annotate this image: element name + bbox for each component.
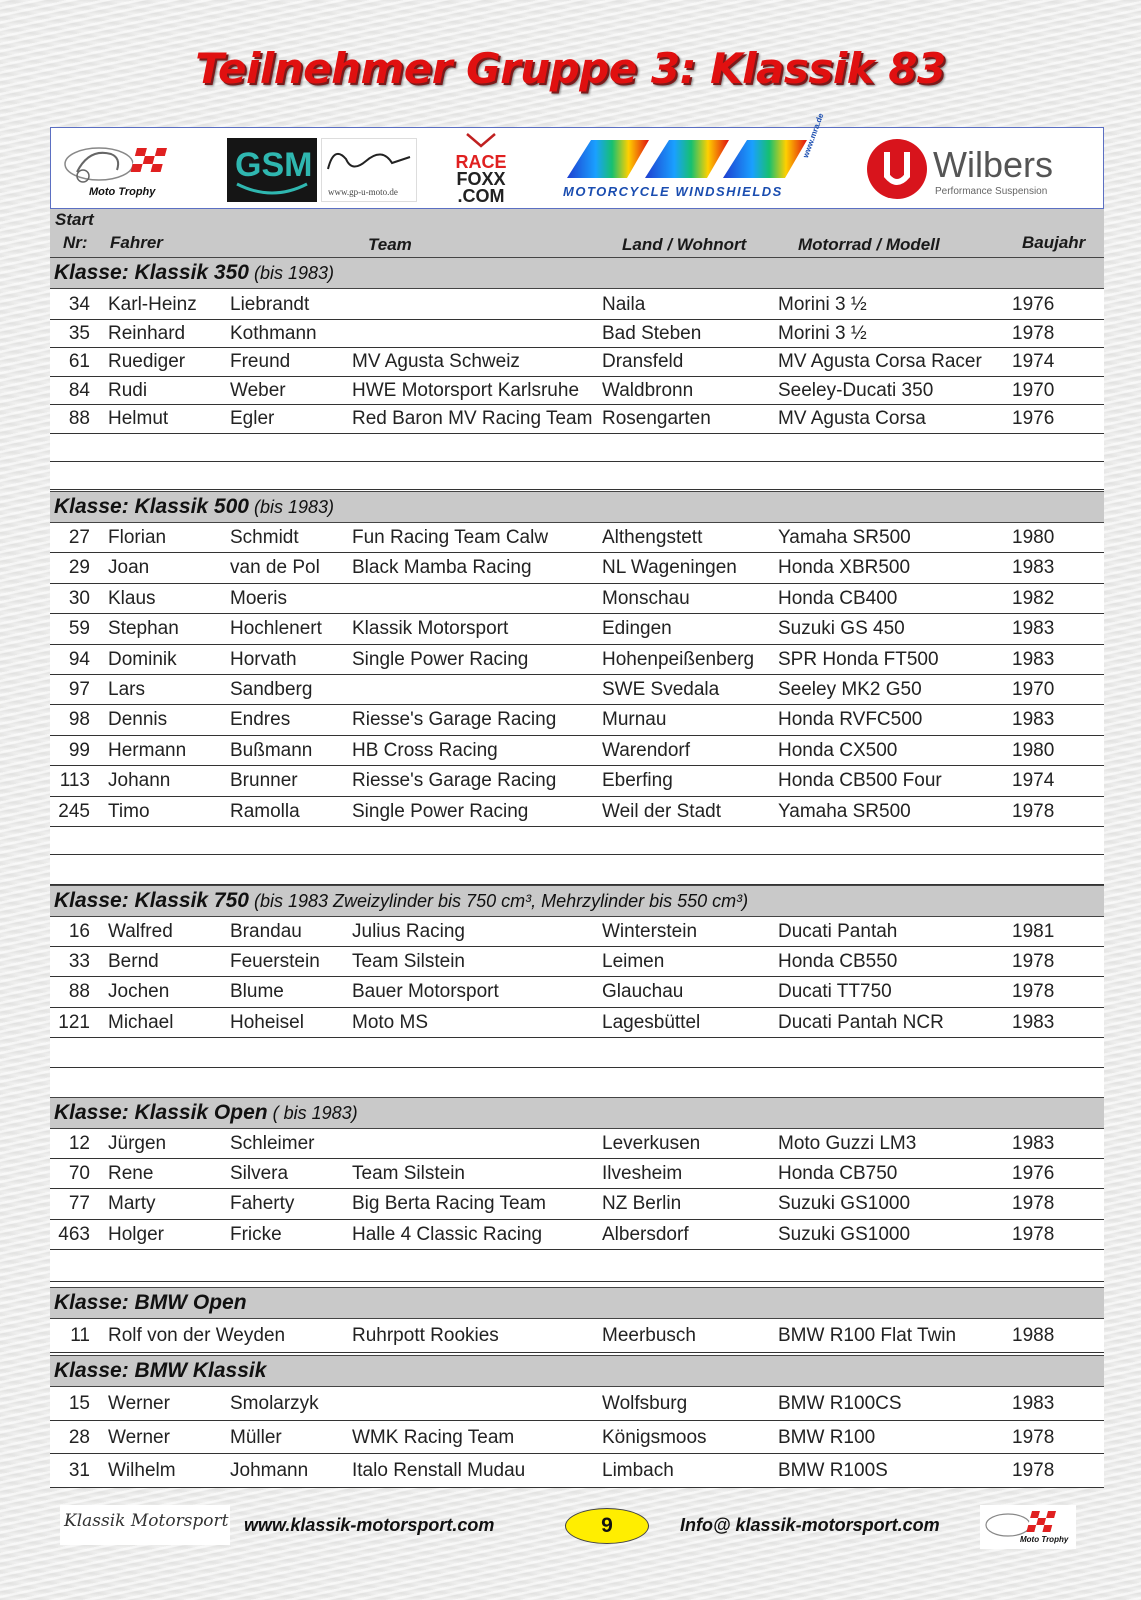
start-nr: 16 (68, 921, 90, 942)
land-wohnort: Warendorf (602, 739, 690, 761)
fahrer-vorname: Jochen (108, 981, 170, 1003)
start-nr: 28 (68, 1426, 90, 1448)
fahrer-vorname: Helmut (108, 408, 169, 429)
baujahr: 1978 (1012, 1460, 1055, 1481)
baujahr: 1980 (1012, 527, 1055, 548)
motorrad-modell: Suzuki GS 450 (778, 618, 905, 640)
motorrad-modell: Honda CB400 (778, 587, 898, 609)
team: WMK Racing Team (352, 1426, 515, 1448)
land-wohnort: Winterstein (602, 921, 698, 942)
baujahr: 1983 (1012, 557, 1055, 579)
team: Big Berta Racing Team (352, 1193, 546, 1215)
class-label: Klasse: BMW Klassik (54, 1359, 267, 1382)
fahrer-vorname: Holger (108, 1223, 164, 1245)
motorrad-modell: Suzuki GS1000 (778, 1193, 911, 1215)
participant-row (50, 1159, 1104, 1189)
fahrer-nachname: Schleimer (230, 1133, 315, 1154)
fahrer-vorname: Rolf von der Weyden (108, 1325, 286, 1346)
motorrad-modell: SPR Honda FT500 (778, 648, 939, 670)
fahrer-vorname: Joan (108, 557, 150, 579)
land-wohnort: Limbach (602, 1460, 674, 1481)
start-nr: 35 (68, 322, 90, 344)
participant-row (50, 320, 1104, 349)
baujahr: 1978 (1012, 981, 1055, 1003)
participant-row (50, 766, 1104, 796)
fahrer-nachname: Fricke (230, 1223, 282, 1245)
fahrer-nachname: Hoheisel (230, 1011, 304, 1033)
land-wohnort: NZ Berlin (602, 1193, 682, 1215)
baujahr: 1981 (1012, 921, 1055, 942)
fahrer-nachname: Feuerstein (230, 951, 320, 973)
land-wohnort: Naila (602, 294, 646, 315)
klasse-750-header (50, 885, 1104, 917)
start-nr: 29 (68, 557, 90, 579)
baujahr: 1978 (1012, 1223, 1055, 1245)
start-nr: 11 (70, 1325, 90, 1346)
participant-row (50, 1129, 1104, 1159)
baujahr: 1978 (1012, 1426, 1055, 1448)
class-label: Klasse: Klassik 350 (54, 261, 249, 284)
land-wohnort: Eberfing (602, 770, 673, 792)
land-wohnort: Bad Steben (602, 322, 702, 344)
start-nr: 33 (68, 951, 90, 973)
fahrer-nachname: Endres (230, 709, 291, 731)
fahrer-vorname: Werner (108, 1393, 170, 1414)
participant-row (50, 291, 1104, 320)
start-nr: 30 (68, 587, 90, 609)
participant-row (50, 645, 1104, 675)
team: Team Silstein (352, 1163, 465, 1185)
motorrad-modell: Ducati Pantah NCR (778, 1011, 944, 1033)
start-nr: 121 (58, 1011, 90, 1033)
fahrer-vorname: Marty (108, 1193, 156, 1215)
start-nr: 70 (68, 1163, 90, 1185)
participant-row (50, 1189, 1104, 1219)
fahrer-vorname: Timo (108, 800, 150, 822)
empty-row (50, 827, 1104, 855)
start-nr: 27 (68, 527, 90, 548)
fahrer-vorname: Hermann (108, 739, 187, 761)
empty-row (50, 1038, 1104, 1068)
team: Italo Renstall Mudau (352, 1460, 526, 1481)
participant-row (50, 705, 1104, 735)
motorrad-modell: Honda CB550 (778, 951, 898, 973)
team: Halle 4 Classic Racing (352, 1223, 543, 1245)
fahrer-vorname: Ruediger (108, 351, 186, 372)
baujahr: 1978 (1012, 322, 1055, 344)
fahrer-vorname: Klaus (108, 587, 156, 609)
team: HB Cross Racing (352, 739, 498, 761)
empty-row (50, 434, 1104, 462)
baujahr: 1974 (1012, 351, 1055, 372)
motorrad-modell: Seeley-Ducati 350 (778, 379, 934, 401)
participant-row (50, 977, 1104, 1007)
empty-row (50, 462, 1104, 490)
land-wohnort: Weil der Stadt (602, 800, 721, 822)
start-nr: 59 (68, 618, 90, 640)
baujahr: 1983 (1012, 1393, 1055, 1414)
motorrad-modell: Honda XBR500 (778, 557, 911, 579)
motorrad-modell: Yamaha SR500 (778, 800, 911, 822)
land-wohnort: Monschau (602, 587, 690, 609)
motorrad-modell: Suzuki GS1000 (778, 1223, 911, 1245)
class-note: (bis 1983) (248, 497, 335, 517)
mra-logo: MOTORCYCLE WINDSHIELDS www.mra.de (557, 134, 835, 202)
land-wohnort: Dransfeld (602, 351, 684, 372)
start-nr: 84 (68, 379, 90, 401)
fahrer-nachname: Bußmann (230, 739, 313, 761)
motorrad-modell: Morini 3 ½ (778, 322, 867, 344)
participant-row (50, 1421, 1104, 1455)
fahrer-nachname: Müller (230, 1426, 282, 1448)
fahrer-nachname: Hochlenert (230, 618, 322, 640)
fahrer-nachname: Sandberg (230, 679, 313, 700)
motorrad-modell: Morini 3 ½ (778, 294, 867, 315)
start-nr: 88 (68, 981, 90, 1003)
fahrer-nachname: Kothmann (230, 322, 317, 344)
klasse-bmw-open-header (50, 1287, 1104, 1319)
participant-row (50, 553, 1104, 583)
team: Red Baron MV Racing Team (352, 408, 593, 429)
baujahr: 1976 (1012, 294, 1055, 315)
class-label: Klasse: Klassik 500 (54, 495, 249, 518)
team: Single Power Racing (352, 800, 529, 822)
baujahr: 1970 (1012, 679, 1055, 700)
motorrad-modell: Ducati Pantah (778, 921, 898, 942)
fahrer-vorname: Rudi (108, 379, 148, 401)
motorrad-modell: MV Agusta Corsa (778, 408, 926, 429)
footer-website[interactable]: www.klassik-motorsport.com (244, 1515, 495, 1535)
team: Team Silstein (352, 951, 465, 973)
wilbers-logo: Wilbers Performance Suspension (865, 134, 1065, 204)
team: Moto MS (352, 1011, 429, 1033)
start-nr: 31 (68, 1460, 90, 1481)
start-nr: 113 (59, 770, 90, 792)
start-nr: 61 (68, 351, 90, 372)
empty-row (50, 1068, 1104, 1098)
motorrad-modell: MV Agusta Corsa Racer (778, 351, 982, 372)
start-nr: 15 (68, 1393, 90, 1414)
fahrer-nachname: Blume (230, 981, 284, 1003)
racefoxx-logo: RACE FOXX .COM (443, 132, 519, 206)
baujahr: 1978 (1012, 800, 1055, 822)
team: Bauer Motorsport (352, 981, 499, 1003)
fahrer-vorname: Wilhelm (108, 1460, 176, 1481)
motorrad-modell: BMW R100 Flat Twin (778, 1325, 957, 1346)
page-number: 9 (565, 1508, 649, 1544)
class-label: Klasse: Klassik 750 (54, 889, 249, 912)
klasse-500-header (50, 491, 1104, 523)
team: Black Mamba Racing (352, 557, 532, 579)
fahrer-vorname: Bernd (108, 951, 159, 973)
land-wohnort: Meerbusch (602, 1325, 696, 1346)
footer-email[interactable]: Info@ klassik-motorsport.com (680, 1515, 940, 1535)
fahrer-vorname: Florian (108, 527, 167, 548)
motorrad-modell: Honda CX500 (778, 739, 898, 761)
baujahr: 1978 (1012, 951, 1055, 973)
motorrad-modell: Honda CB750 (778, 1163, 898, 1185)
baujahr: 1983 (1012, 648, 1055, 670)
page-title: Teilnehmer Gruppe 3: Klassik 83 (195, 44, 946, 93)
participant-row (50, 405, 1104, 434)
baujahr: 1988 (1012, 1325, 1055, 1346)
fahrer-nachname: Egler (230, 408, 275, 429)
baujahr: 1983 (1012, 1011, 1055, 1033)
fahrer-vorname: Johann (108, 770, 171, 792)
fahrer-nachname: Smolarzyk (230, 1393, 319, 1414)
land-wohnort: Rosengarten (602, 408, 711, 429)
team: Single Power Racing (352, 648, 529, 670)
class-note: (bis 1983 Zweizylinder bis 750 cm³, Mehrzylinder bis 550 cm³) (248, 891, 749, 911)
fahrer-vorname: Karl-Heinz (108, 294, 197, 315)
gsm-logo: GSM (227, 138, 317, 202)
team: Ruhrpott Rookies (352, 1325, 499, 1346)
participant-row (50, 1454, 1104, 1488)
motorrad-modell: Ducati TT750 (778, 981, 892, 1003)
motorrad-modell: Honda RVFC500 (778, 709, 923, 731)
land-wohnort: Murnau (602, 709, 667, 731)
fahrer-vorname: Michael (108, 1011, 174, 1033)
motorrad-modell: Moto Guzzi LM3 (778, 1133, 917, 1154)
start-nr: 88 (68, 408, 90, 429)
team: Fun Racing Team Calw (352, 527, 549, 548)
participant-row (50, 1220, 1104, 1250)
gp-moto-logo: www.gp-u-moto.de (321, 138, 417, 202)
participant-row (50, 584, 1104, 614)
start-nr: 245 (58, 800, 90, 822)
class-note: ( bis 1983) (267, 1103, 358, 1123)
fahrer-nachname: Freund (230, 351, 291, 372)
land-wohnort: Hohenpeißenberg (602, 648, 755, 670)
participant-row (50, 1319, 1104, 1353)
baujahr: 1983 (1012, 618, 1055, 640)
land-wohnort: Edingen (602, 618, 672, 640)
fahrer-vorname: Dennis (108, 709, 168, 731)
motorrad-modell: BMW R100S (778, 1460, 888, 1481)
participant-row (50, 675, 1104, 705)
fahrer-nachname: Weber (230, 379, 286, 401)
participant-sheet (50, 111, 1104, 1487)
start-nr: 94 (68, 648, 90, 670)
class-label: Klasse: Klassik Open (54, 1101, 268, 1124)
land-wohnort: Waldbronn (602, 379, 694, 401)
start-nr: 99 (68, 739, 90, 761)
column-header: Start Nr: Fahrer Team Land / Wohnort Motorrad / Modell Baujahr (50, 209, 1104, 257)
fahrer-vorname: Werner (108, 1426, 170, 1448)
team: Klassik Motorsport (352, 618, 509, 640)
baujahr: 1982 (1012, 587, 1055, 609)
participant-row (50, 348, 1104, 377)
fahrer-vorname: Lars (108, 679, 145, 700)
team: HWE Motorsport Karlsruhe (352, 379, 580, 401)
fahrer-vorname: Reinhard (108, 322, 186, 344)
fahrer-vorname: Stephan (108, 618, 179, 640)
start-nr: 97 (68, 679, 90, 700)
baujahr: 1970 (1012, 379, 1055, 401)
fahrer-nachname: Moeris (230, 587, 288, 609)
team: MV Agusta Schweiz (352, 351, 520, 372)
class-note: (bis 1983) (248, 263, 335, 283)
participant-row (50, 736, 1104, 766)
motorrad-modell: BMW R100CS (778, 1393, 902, 1414)
participant-row (50, 947, 1104, 977)
footer-moto-trophy-logo: Moto Trophy (980, 1505, 1076, 1549)
land-wohnort: SWE Svedala (602, 679, 720, 700)
land-wohnort: Ilvesheim (602, 1163, 683, 1185)
start-nr: 12 (68, 1133, 90, 1154)
baujahr: 1983 (1012, 1133, 1055, 1154)
empty-row (50, 1250, 1104, 1282)
participant-row (50, 1387, 1104, 1421)
start-nr: 77 (68, 1193, 90, 1215)
baujahr: 1974 (1012, 770, 1055, 792)
baujahr: 1978 (1012, 1193, 1055, 1215)
klasse-bmw-klassik-header (50, 1355, 1104, 1387)
land-wohnort: Leverkusen (602, 1133, 701, 1154)
participant-row (50, 614, 1104, 644)
start-nr: 34 (68, 294, 90, 315)
klasse-open-header (50, 1097, 1104, 1129)
fahrer-nachname: Brunner (230, 770, 298, 792)
fahrer-nachname: Brandau (230, 921, 302, 942)
participant-row (50, 797, 1104, 827)
class-label: Klasse: BMW Open (54, 1291, 247, 1314)
fahrer-nachname: Silvera (230, 1163, 289, 1185)
motorrad-modell: Honda CB500 Four (778, 770, 942, 792)
participant-row (50, 1008, 1104, 1038)
baujahr: 1980 (1012, 739, 1055, 761)
klassik-motorsport-logo: Klassik Motorsport (60, 1505, 230, 1545)
fahrer-nachname: van de Pol (230, 557, 320, 579)
land-wohnort: NL Wageningen (602, 557, 737, 579)
team: Riesse's Garage Racing (352, 770, 557, 792)
fahrer-vorname: Walfred (108, 921, 173, 942)
fahrer-vorname: Dominik (108, 648, 177, 670)
moto-trophy-logo: Moto Trophy (59, 136, 199, 200)
team: Riesse's Garage Racing (352, 709, 557, 731)
land-wohnort: Wolfsburg (602, 1393, 688, 1414)
land-wohnort: Königsmoos (602, 1426, 707, 1448)
fahrer-nachname: Johmann (230, 1460, 309, 1481)
participant-row (50, 523, 1104, 553)
fahrer-nachname: Faherty (230, 1193, 295, 1215)
sponsor-bar (50, 111, 1104, 209)
start-nr: 98 (68, 709, 90, 731)
motorrad-modell: Yamaha SR500 (778, 527, 911, 548)
team: Julius Racing (352, 921, 465, 942)
motorrad-modell: Seeley MK2 G50 (778, 679, 922, 700)
participant-row (50, 917, 1104, 947)
fahrer-nachname: Ramolla (230, 800, 300, 822)
land-wohnort: Glauchau (602, 981, 684, 1003)
baujahr: 1976 (1012, 408, 1055, 429)
klasse-350-header (50, 257, 1104, 289)
land-wohnort: Althengstett (602, 527, 703, 548)
fahrer-vorname: Jürgen (108, 1133, 167, 1154)
fahrer-nachname: Horvath (230, 648, 297, 670)
land-wohnort: Leimen (602, 951, 665, 973)
land-wohnort: Lagesbüttel (602, 1011, 701, 1033)
baujahr: 1976 (1012, 1163, 1055, 1185)
motorrad-modell: BMW R100 (778, 1426, 876, 1448)
fahrer-vorname: Rene (108, 1163, 154, 1185)
start-nr: 463 (58, 1223, 90, 1245)
fahrer-nachname: Liebrandt (230, 294, 310, 315)
participant-row (50, 377, 1104, 406)
baujahr: 1983 (1012, 709, 1055, 731)
land-wohnort: Albersdorf (602, 1223, 689, 1245)
empty-row (50, 855, 1104, 885)
fahrer-nachname: Schmidt (230, 527, 299, 548)
